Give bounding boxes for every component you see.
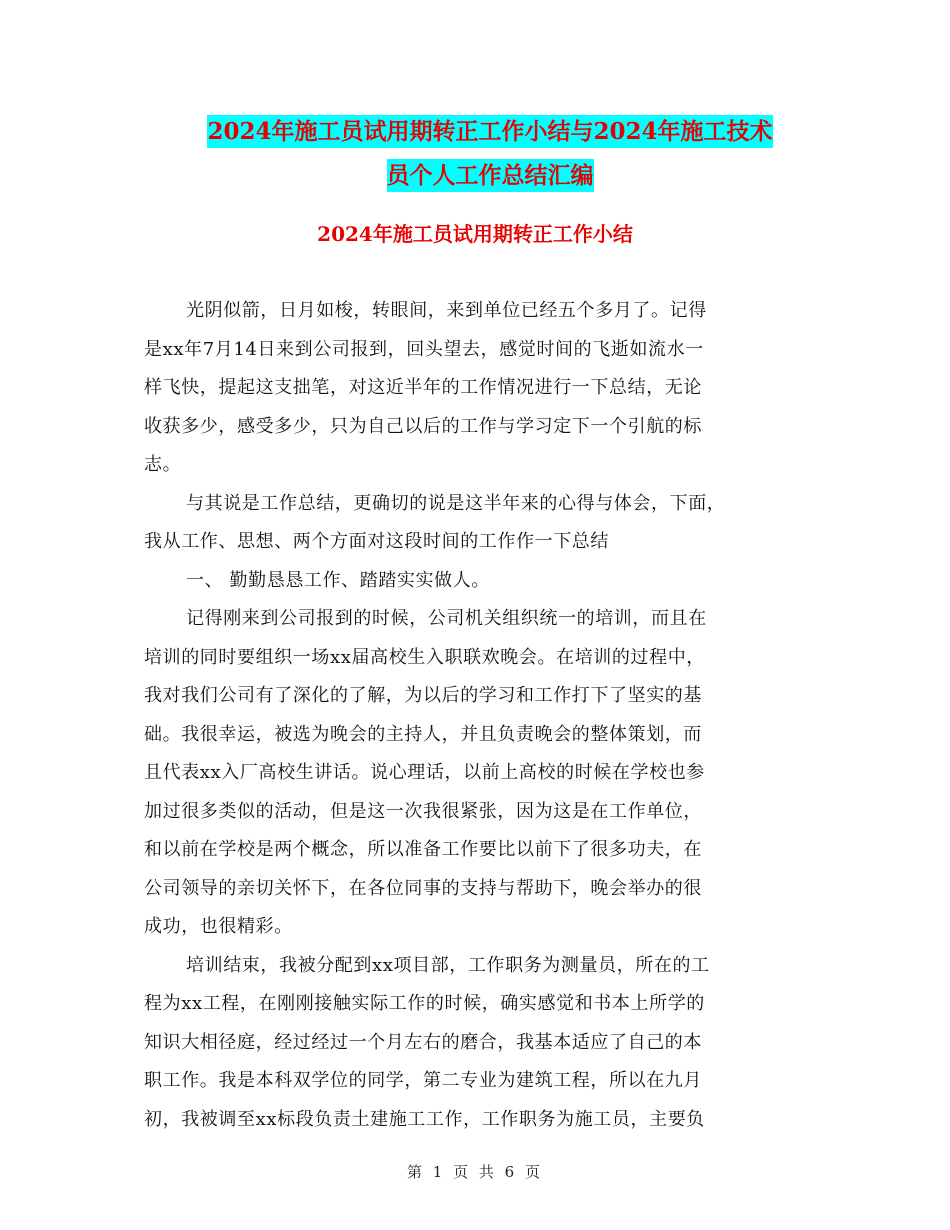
page-footer: 第 1 页 共 6 页 bbox=[407, 1163, 543, 1181]
paragraph-3-line-5: 且代表xx入厂高校生讲话。说心理话，以前上高校的时候在学校也参 bbox=[144, 762, 705, 783]
paragraph-4-line-3: 知识大相径庭，经过经过一个月左右的磨合，我基本适应了自己的本 bbox=[144, 1031, 702, 1053]
paragraph-3-line-4: 础。我很幸运，被选为晚会的主持人，并且负责晚会的整体策划，而 bbox=[144, 723, 702, 745]
paragraph-4-line-4: 职工作。我是本科双学位的同学，第二专业为建筑工程，所以在九月 bbox=[144, 1070, 702, 1091]
paragraph-4-line-1: 培训结束，我被分配到xx项目部，工作职务为测量员，所在的工 bbox=[186, 954, 710, 976]
paragraph-4-line-5: 初，我被调至xx标段负责土建施工工作，工作职务为施工员，主要负 bbox=[144, 1108, 705, 1130]
paragraph-1-line-1: 光阴似箭，日月如梭，转眼间，来到单位已经五个多月了。记得 bbox=[186, 300, 707, 321]
paragraph-1-line-4: 收获多少，感受多少，只为自己以后的工作与学习定下一个引航的标 bbox=[144, 415, 702, 437]
document-title-text-1: 2024年施工员试用期转正工作小结与2024年施工技术 bbox=[207, 115, 772, 148]
paragraph-3-line-9: 成功，也很精彩。 bbox=[144, 916, 293, 937]
document-title-line-2 bbox=[140, 152, 840, 200]
paragraph-3-line-2: 培训的同时要组织一场xx届高校生入职联欢晚会。在培训的过程中， bbox=[144, 646, 705, 668]
paragraph-3-line-6: 加过很多类似的活动，但是这一次我很紧张，因为这是在工作单位， bbox=[144, 800, 702, 822]
paragraph-1-line-3: 样飞快，提起这支拙笔，对这近半年的工作情况进行一下总结，无论 bbox=[144, 377, 702, 398]
paragraph-4-line-2: 程为xx工程，在刚刚接触实际工作的时候，确实感觉和书本上所学的 bbox=[144, 993, 705, 1014]
paragraph-3-line-3: 我对我们公司有了深化的了解，为以后的学习和工作打下了坚实的基 bbox=[144, 685, 702, 706]
document-body bbox=[144, 292, 812, 1139]
document-title-text-2: 员个人工作总结汇编 bbox=[387, 159, 594, 192]
paragraph-1-line-5: 志。 bbox=[144, 454, 182, 475]
paragraph-3-line-1: 记得刚来到公司报到的时候，公司机关组织统一的培训，而且在 bbox=[186, 608, 707, 629]
paragraph-2-line-2: 我从工作、思想、两个方面对这段时间的工作作一下总结 bbox=[144, 531, 609, 552]
paragraph-3-line-7: 和以前在学校是两个概念，所以准备工作要比以前下了很多功夫，在 bbox=[144, 839, 702, 860]
paragraph-1-line-2: 是xx年7月14日来到公司报到，回头望去，感觉时间的飞逝如流水一 bbox=[144, 338, 704, 360]
section-heading-1: 一、 勤勤恳恳工作、踏踏实实做人。 bbox=[186, 569, 490, 591]
document-title-line-1 bbox=[140, 108, 840, 156]
section-title: 2024年施工员试用期转正工作小结 bbox=[317, 222, 633, 246]
paragraph-3-line-8: 公司领导的亲切关怀下，在各位同事的支持与帮助下，晚会举办的很 bbox=[144, 877, 702, 899]
paragraph-2-line-1: 与其说是工作总结，更确切的说是这半年来的心得与体会，下面， bbox=[186, 492, 726, 514]
